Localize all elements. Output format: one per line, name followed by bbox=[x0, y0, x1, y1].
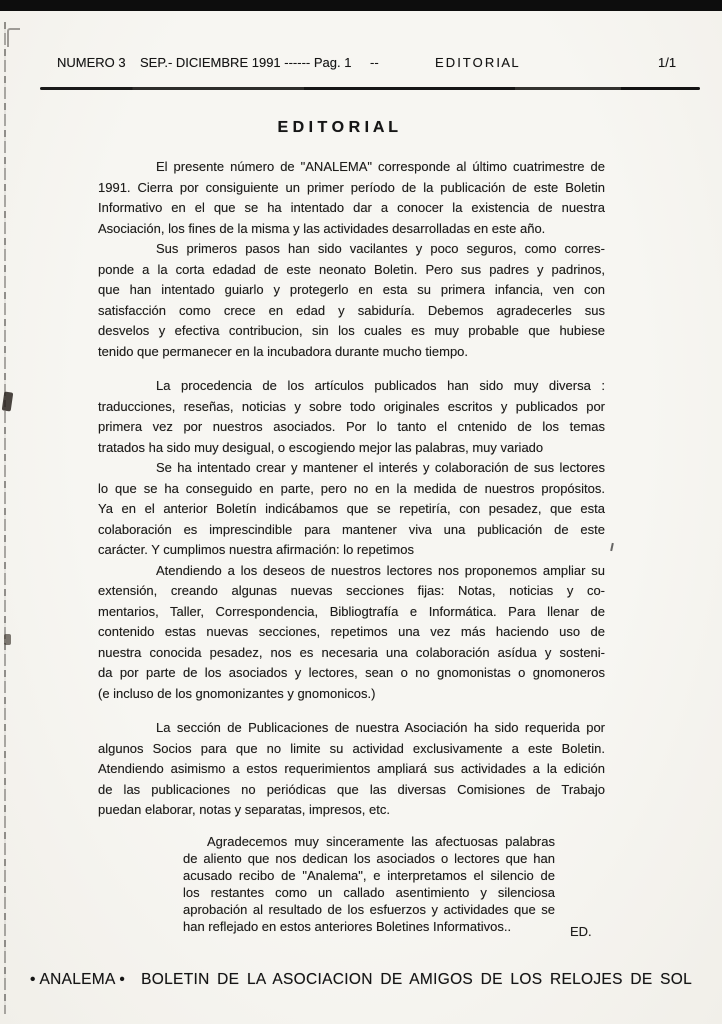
text-line: aprobación al resultado de los esfuerzos y actividades que se bbox=[183, 901, 555, 917]
text-line: mentarios, Taller, Correspondencia, Bibliogtrafía e Informática. Para llenar de bbox=[98, 603, 605, 619]
text-line: Sus primeros pasos han sido vacilantes y poco seguros, como corres- bbox=[156, 241, 605, 256]
text-line: puedan elaborar, notas y separatas, impresos, etc. bbox=[98, 802, 390, 817]
text-line: algunos Socios para que no limite su actividad exclusivamente a este Boletin. bbox=[98, 740, 605, 756]
page-footer bbox=[30, 971, 692, 989]
header-rule bbox=[40, 87, 700, 90]
text-line: El presente número de "ANALEMA" corresponde al último cuatrimestre de bbox=[156, 159, 605, 174]
text-line: carácter. Y cumplimos nuestra afirmación: lo repetimos bbox=[98, 542, 414, 557]
paragraph bbox=[183, 833, 555, 935]
scan-edge-top bbox=[0, 0, 722, 11]
scan-artifact-corner bbox=[7, 28, 20, 47]
text-line: satisfacción como crece en edad y sabiduría. Debemos agradecerles sus bbox=[98, 302, 605, 318]
text-line: La sección de Publicaciones de nuestra Asociación ha sido requerida por bbox=[156, 720, 605, 735]
text-line: Asociación, los fines de la misma y las actividades desarrolladas en este año. bbox=[98, 220, 546, 236]
text-line: La procedencia de los artículos publicados han sido muy diversa : bbox=[156, 378, 605, 393]
text-line: de las publicaciones no periódicas que las diversas Comisiones de Trabajo bbox=[98, 781, 605, 797]
text-line: ponde a la corta edadad de este neonato Boletin. Pero sus padres y padrinos, bbox=[98, 261, 605, 277]
header-issue-number: NUMERO 3 bbox=[57, 55, 126, 70]
paragraph bbox=[98, 239, 605, 362]
text-line: contenido estas nuevas secciones, repetimos una vez más haciendo uso de bbox=[98, 624, 605, 639]
header-date-pagination: SEP.- DICIEMBRE 1991 ------ Pag. 1 bbox=[140, 55, 352, 70]
text-line: colaboración es imprescindible para mantener viva una publicación de este bbox=[98, 521, 605, 537]
paragraph bbox=[98, 458, 605, 561]
text-line: de aliento que nos dedican los asociados o lectores que han bbox=[183, 850, 555, 866]
text-line: Ya en el anterior Boletín indicábamos que se repetiría, con pesadez, que esta bbox=[98, 501, 605, 516]
scan-artifact-blob bbox=[4, 634, 11, 645]
scan-artifact-left-line bbox=[4, 22, 6, 1014]
text-line: traducciones, reseñas, noticias y sobre todo originales escritos y publicados por bbox=[98, 398, 605, 414]
footer-brand: • ANALEMA • bbox=[30, 971, 126, 988]
footer-text: BOLETIN DE LA ASOCIACION DE AMIGOS DE LOS RELOJES DE SOL bbox=[141, 971, 692, 988]
text-line: 1991. Cierra por consiguiente un primer período de la publicación de este Boletin bbox=[98, 179, 605, 195]
editor-signature: ED. bbox=[570, 924, 592, 939]
scan-artifact-blob bbox=[2, 391, 14, 411]
text-line: (e incluso de los gnomonizantes y gnomonicos.) bbox=[98, 685, 376, 701]
text-line: que han intentado guiarlo y protegerlo en esta su primera infancia, ven con bbox=[98, 282, 605, 297]
header-page-indicator: 1/1 bbox=[658, 55, 677, 70]
text-line: Informativo en el que se ha intentado dar a conocer la existencia de nuestra bbox=[98, 200, 605, 215]
paragraph bbox=[98, 718, 605, 821]
text-line: Agradecemos muy sinceramente las afectuosas palabras bbox=[207, 833, 555, 849]
paragraph bbox=[98, 561, 605, 705]
text-line: lo que se ha conseguido en parte, pero no en la medida de nuestros propósitos. bbox=[98, 480, 605, 496]
scan-artifact-tick bbox=[610, 543, 614, 551]
text-line: acusado recibo de "Analema", e interpretamos el silencio de bbox=[183, 867, 555, 883]
text-line: extensión, creando algunas nuevas secciones fijas: Notas, noticias y co- bbox=[98, 583, 605, 598]
header-dash: -- bbox=[370, 55, 379, 70]
text-line: Se ha intentado crear y mantener el interés y colaboración de sus lectores bbox=[156, 460, 605, 475]
editorial-body bbox=[98, 157, 605, 935]
text-line: los restantes como un callado asentimiento y silenciosa bbox=[183, 884, 555, 900]
text-line: da por parte de los asociados y lectores, sean o no gnomonistas o gnomoneros bbox=[98, 665, 605, 680]
paragraph bbox=[98, 157, 605, 239]
text-line: primera vez por nuestros asociados. Por lo tanto el cntenido de los temas bbox=[98, 419, 605, 434]
text-line: desvelos y efectiva contribucion, sin los cuales es muy probable que hubiese bbox=[98, 323, 605, 338]
page-title: E D I T O R I A L bbox=[277, 119, 399, 136]
text-line: nuestra conocida pesadez, nos es necesaria una colaboración asídua y sosteni- bbox=[98, 644, 605, 660]
header-section-label: E D I T O R I A L bbox=[435, 55, 519, 70]
text-line: tenido que permanecer en la incubadora durante mucho tiempo. bbox=[98, 343, 469, 359]
text-line: Atendiendo a los deseos de nuestros lectores nos proponemos ampliar su bbox=[156, 562, 605, 578]
text-line: Atendiendo asimismo a estos requerimientos ampliará sus actividades a la edición bbox=[98, 761, 605, 776]
text-line: tratados ha sido muy desigual, o escogiendo mejor las palabras, muy variado bbox=[98, 439, 544, 455]
text-line: han reflejado en estos anteriores Boletines Informativos.. bbox=[183, 918, 512, 934]
paragraph bbox=[98, 376, 605, 458]
